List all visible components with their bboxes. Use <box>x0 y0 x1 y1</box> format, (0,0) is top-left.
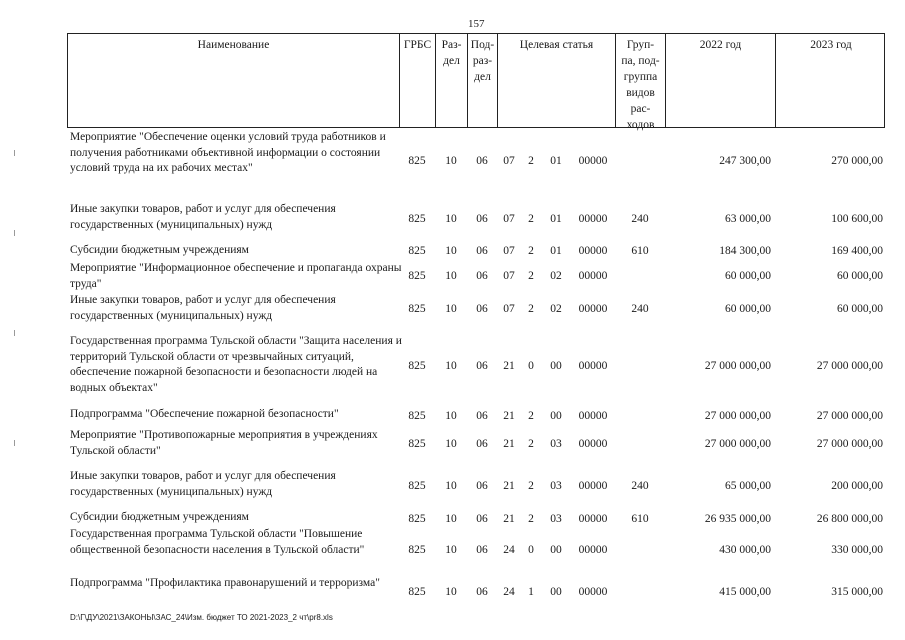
row-grbs: 825 <box>408 410 426 422</box>
row-pr: 06 <box>476 213 488 225</box>
row-grbs: 825 <box>408 438 426 450</box>
row-vr <box>615 428 665 460</box>
row-v2023: 169 400,00 <box>831 245 883 257</box>
row-v2022: 27 000 000,00 <box>704 438 771 450</box>
row-c4: 00000 <box>578 544 608 556</box>
table-row <box>67 243 885 259</box>
row-grbs: 825 <box>408 360 426 372</box>
header-2022: 2022 год <box>666 34 776 127</box>
row-c1: 21 <box>503 513 515 525</box>
margin-mark <box>14 440 15 446</box>
row-c2: 2 <box>528 513 534 525</box>
row-pr: 06 <box>476 360 488 372</box>
row-v2023: 315 000,00 <box>831 586 883 598</box>
header-podrazdel: Под- раз- дел <box>468 34 498 127</box>
row-pr: 06 <box>476 586 488 598</box>
margin-mark <box>14 230 15 236</box>
row-grbs: 825 <box>408 544 426 556</box>
row-c4: 00000 <box>578 303 608 315</box>
row-c3: 03 <box>550 513 562 525</box>
row-rz: 10 <box>445 245 457 257</box>
row-rz: 10 <box>445 155 457 167</box>
row-name: Субсидии бюджетным учреждениям <box>70 511 249 523</box>
row-c1: 07 <box>503 270 515 282</box>
margin-mark <box>14 330 15 336</box>
row-name: Государственная программа Тульской области "Защита населения и территорий Тульской области от чрезвычайных ситуаций, обеспечение пожарной безопасности и безопасности людей на водных объектах" <box>70 335 402 394</box>
file-path: D:\Г\ДУ\2021\ЗАКОНЫ\ЗАС_24\Изм. бюджет ТО 2021-2023_2 чт\pr8.xls <box>70 613 333 622</box>
row-c1: 21 <box>503 410 515 422</box>
row-c3: 02 <box>550 303 562 315</box>
row-v2022: 184 300,00 <box>719 245 771 257</box>
row-v2023: 60 000,00 <box>837 303 883 315</box>
row-grbs: 825 <box>408 213 426 225</box>
row-c3: 02 <box>550 270 562 282</box>
row-c1: 07 <box>503 303 515 315</box>
row-grbs: 825 <box>408 480 426 492</box>
row-vr: 240 <box>631 213 649 225</box>
row-v2022: 60 000,00 <box>725 303 771 315</box>
row-v2023: 60 000,00 <box>837 270 883 282</box>
page-number: 157 <box>468 18 485 30</box>
row-name: Иные закупки товаров, работ и услуг для обеспечения государственных (муниципальных) нужд <box>70 294 336 322</box>
header-razdel: Раз- дел <box>436 34 468 127</box>
row-v2023: 27 000 000,00 <box>816 360 883 372</box>
row-c1: 07 <box>503 245 515 257</box>
row-rz: 10 <box>445 410 457 422</box>
row-c2: 2 <box>528 410 534 422</box>
row-v2022: 26 935 000,00 <box>704 513 771 525</box>
row-name: Подпрограмма "Обеспечение пожарной безопасности" <box>70 408 339 420</box>
row-grbs: 825 <box>408 303 426 315</box>
table-row <box>67 510 885 528</box>
row-rz: 10 <box>445 270 457 282</box>
row-vr: 610 <box>631 513 649 525</box>
row-vr: 240 <box>631 303 649 315</box>
row-c3: 01 <box>550 213 562 225</box>
row-c4: 00000 <box>578 155 608 167</box>
table-row <box>67 527 885 573</box>
row-vr: 610 <box>631 245 649 257</box>
row-rz: 10 <box>445 303 457 315</box>
row-c3: 00 <box>550 544 562 556</box>
row-v2023: 270 000,00 <box>831 155 883 167</box>
row-vr <box>615 576 665 608</box>
row-c3: 00 <box>550 410 562 422</box>
row-c1: 07 <box>503 155 515 167</box>
row-v2023: 27 000 000,00 <box>816 438 883 450</box>
row-name: Государственная программа Тульской области "Повышение общественной безопасности населения в Тульской области" <box>70 528 365 556</box>
row-c3: 00 <box>550 360 562 372</box>
row-pr: 06 <box>476 270 488 282</box>
row-grbs: 825 <box>408 155 426 167</box>
row-c2: 2 <box>528 438 534 450</box>
table-row <box>67 202 885 236</box>
row-pr: 06 <box>476 245 488 257</box>
row-c2: 0 <box>528 544 534 556</box>
row-v2023: 200 000,00 <box>831 480 883 492</box>
row-v2023: 26 800 000,00 <box>816 513 883 525</box>
row-c1: 21 <box>503 480 515 492</box>
row-rz: 10 <box>445 480 457 492</box>
row-rz: 10 <box>445 513 457 525</box>
row-c4: 00000 <box>578 513 608 525</box>
row-v2022: 247 300,00 <box>719 155 771 167</box>
row-c4: 00000 <box>578 410 608 422</box>
row-rz: 10 <box>445 544 457 556</box>
row-pr: 06 <box>476 480 488 492</box>
row-grbs: 825 <box>408 513 426 525</box>
row-vr <box>615 527 665 573</box>
row-vr <box>615 130 665 192</box>
row-grbs: 825 <box>408 270 426 282</box>
table-row <box>67 428 885 460</box>
row-v2022: 430 000,00 <box>719 544 771 556</box>
table-row <box>67 293 885 325</box>
row-grbs: 825 <box>408 586 426 598</box>
row-vr <box>615 334 665 398</box>
table-row <box>67 334 885 398</box>
margin-mark <box>14 150 15 156</box>
header-2023: 2023 год <box>810 39 852 51</box>
row-vr: 240 <box>631 480 649 492</box>
table-row <box>67 576 885 608</box>
row-c2: 1 <box>528 586 534 598</box>
row-v2022: 27 000 000,00 <box>704 410 771 422</box>
row-c2: 2 <box>528 303 534 315</box>
row-pr: 06 <box>476 155 488 167</box>
header-group: Груп- па, под- группа видов рас- ходов <box>616 34 666 127</box>
row-c2: 2 <box>528 245 534 257</box>
header-grbs: ГРБС <box>400 34 436 127</box>
row-v2022: 65 000,00 <box>725 480 771 492</box>
row-name: Иные закупки товаров, работ и услуг для обеспечения государственных (муниципальных) нужд <box>70 203 336 231</box>
row-c1: 24 <box>503 544 515 556</box>
row-c4: 00000 <box>578 480 608 492</box>
table-row <box>67 407 885 425</box>
row-v2022: 27 000 000,00 <box>704 360 771 372</box>
row-v2023: 330 000,00 <box>831 544 883 556</box>
row-c2: 0 <box>528 360 534 372</box>
table-row <box>67 261 885 291</box>
row-c4: 00000 <box>578 270 608 282</box>
row-v2023: 27 000 000,00 <box>816 410 883 422</box>
row-pr: 06 <box>476 303 488 315</box>
row-c1: 24 <box>503 586 515 598</box>
row-c3: 03 <box>550 438 562 450</box>
row-c2: 2 <box>528 270 534 282</box>
row-c3: 01 <box>550 245 562 257</box>
table-header <box>67 33 885 131</box>
row-v2022: 415 000,00 <box>719 586 771 598</box>
row-name: Подпрограмма "Профилактика правонарушений и терроризма" <box>70 577 380 589</box>
row-c1: 21 <box>503 360 515 372</box>
row-c4: 00000 <box>578 213 608 225</box>
table-row <box>67 130 885 192</box>
row-rz: 10 <box>445 360 457 372</box>
row-name: Мероприятие "Информационное обеспечение и пропаганда охраны труда" <box>70 262 402 290</box>
row-c3: 01 <box>550 155 562 167</box>
row-c2: 2 <box>528 155 534 167</box>
row-c4: 00000 <box>578 360 608 372</box>
row-c1: 07 <box>503 213 515 225</box>
row-pr: 06 <box>476 544 488 556</box>
header-target: Целевая статья <box>498 34 616 127</box>
row-pr: 06 <box>476 410 488 422</box>
row-v2022: 60 000,00 <box>725 270 771 282</box>
row-c4: 00000 <box>578 438 608 450</box>
row-rz: 10 <box>445 438 457 450</box>
row-c3: 00 <box>550 586 562 598</box>
table-row <box>67 469 885 503</box>
row-name: Мероприятие "Обеспечение оценки условий труда работников и получения работниками объективной информации о состоянии условий труда на их рабочих местах" <box>70 131 386 174</box>
row-pr: 06 <box>476 438 488 450</box>
header-name: Наименование <box>68 34 400 127</box>
row-vr <box>615 261 665 291</box>
row-vr <box>615 407 665 425</box>
row-name: Субсидии бюджетным учреждениям <box>70 244 249 256</box>
row-rz: 10 <box>445 213 457 225</box>
row-c4: 00000 <box>578 586 608 598</box>
row-c1: 21 <box>503 438 515 450</box>
row-c3: 03 <box>550 480 562 492</box>
row-c4: 00000 <box>578 245 608 257</box>
row-grbs: 825 <box>408 245 426 257</box>
row-rz: 10 <box>445 586 457 598</box>
row-v2023: 100 600,00 <box>831 213 883 225</box>
row-c2: 2 <box>528 480 534 492</box>
row-name: Мероприятие "Противопожарные мероприятия в учреждениях Тульской области" <box>70 429 378 457</box>
row-name: Иные закупки товаров, работ и услуг для обеспечения государственных (муниципальных) нужд <box>70 470 336 498</box>
row-pr: 06 <box>476 513 488 525</box>
row-c2: 2 <box>528 213 534 225</box>
row-v2022: 63 000,00 <box>725 213 771 225</box>
